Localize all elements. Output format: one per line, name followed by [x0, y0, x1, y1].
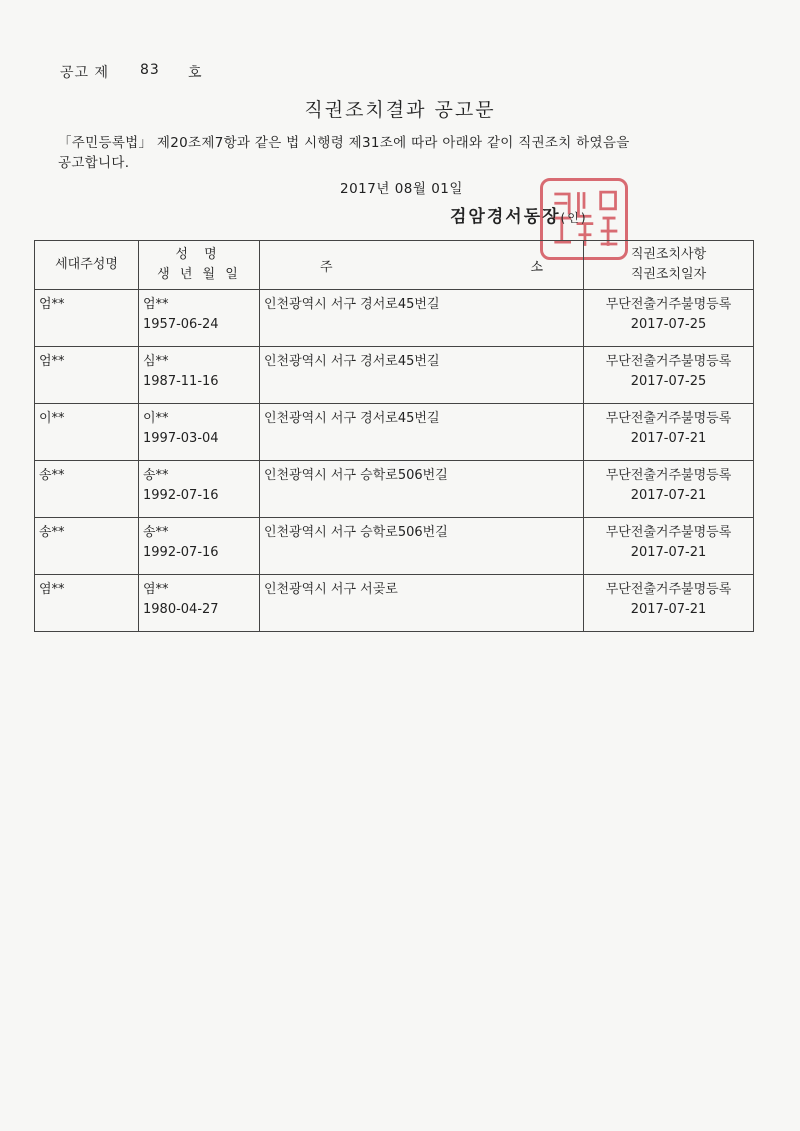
action-date-cell: 2017-07-21: [630, 488, 707, 503]
address-cell: 인천광역시 서구 경서로45번길: [264, 297, 440, 312]
birth-cell: 1992-07-16: [143, 488, 219, 503]
body-paragraph: [58, 133, 718, 173]
issuer-title: 검암경서동장: [450, 207, 561, 227]
header-action-type: 직권조치사항: [630, 247, 707, 262]
action-cell: 무단전출거주불명등록: [605, 411, 732, 426]
birth-cell: 1992-07-16: [143, 545, 219, 560]
table-row: [35, 290, 754, 347]
address-cell: 인천광역시 서구 승학로506번길: [264, 525, 448, 540]
action-cell: 무단전출거주불명등록: [605, 468, 732, 483]
header-action: [584, 241, 754, 290]
action-cell: 무단전출거주불명등록: [605, 582, 732, 597]
householder-cell: 이**: [39, 411, 65, 426]
notice-label: 공고 제: [60, 65, 110, 81]
issuer-name: [450, 202, 588, 227]
notice-number: 83: [140, 62, 160, 78]
birth-cell: 1957-06-24: [143, 317, 219, 332]
header-address-right: 소: [530, 259, 543, 275]
action-date-cell: 2017-07-25: [630, 317, 707, 332]
birth-cell: 1997-03-04: [143, 431, 219, 446]
table-row: [35, 347, 754, 404]
name-cell: 송**: [143, 525, 169, 540]
householder-cell: 송**: [39, 468, 65, 483]
address-cell: 인천광역시 서구 승학로506번길: [264, 468, 448, 483]
householder-cell: 엄**: [39, 354, 65, 369]
name-cell: 엄**: [143, 297, 169, 312]
header-address-left: 주: [320, 259, 333, 275]
document-title: 직권조치결과 공고문: [304, 99, 496, 121]
records-table: [34, 240, 754, 632]
name-cell: 송**: [143, 468, 169, 483]
issuer-mark: (인): [560, 211, 588, 225]
action-date-cell: 2017-07-21: [630, 602, 707, 617]
table-row: [35, 518, 754, 575]
header-action-date: 직권조치일자: [630, 267, 707, 282]
table-row: [35, 461, 754, 518]
birth-cell: 1980-04-27: [143, 602, 219, 617]
action-date-cell: 2017-07-25: [630, 374, 707, 389]
name-cell: 이**: [143, 411, 169, 426]
birth-cell: 1987-11-16: [143, 374, 219, 389]
notice-number-line: [60, 62, 203, 82]
name-cell: 심**: [143, 354, 169, 369]
name-cell: 염**: [143, 582, 169, 597]
header-name: 성 명: [175, 247, 223, 262]
body-line-2: 공고합니다.: [58, 155, 130, 171]
householder-cell: 엄**: [39, 297, 65, 312]
action-date-cell: 2017-07-21: [630, 545, 707, 560]
action-date-cell: 2017-07-21: [630, 431, 707, 446]
table-header-row: [35, 241, 754, 290]
table-row: [35, 404, 754, 461]
householder-cell: 송**: [39, 525, 65, 540]
body-line-1: 「주민등록법」 제20조제7항과 같은 법 시행령 제31조에 따라 아래와 같이 직권조치 하였음을: [58, 135, 630, 151]
header-householder: 세대주성명: [35, 241, 139, 290]
header-birth: 생 년 월 일: [157, 267, 241, 282]
address-cell: 인천광역시 서구 서곶로: [264, 582, 398, 597]
address-cell: 인천광역시 서구 경서로45번길: [264, 411, 440, 426]
table-row: [35, 575, 754, 632]
householder-cell: 염**: [39, 582, 65, 597]
address-cell: 인천광역시 서구 경서로45번길: [264, 354, 440, 369]
notice-suffix: 호: [188, 65, 203, 81]
header-name-birth: [139, 241, 260, 290]
action-cell: 무단전출거주불명등록: [605, 297, 732, 312]
action-cell: 무단전출거주불명등록: [605, 525, 732, 540]
notice-date: 2017년 08월 01일: [340, 181, 463, 197]
header-address: [260, 241, 584, 290]
action-cell: 무단전출거주불명등록: [605, 354, 732, 369]
